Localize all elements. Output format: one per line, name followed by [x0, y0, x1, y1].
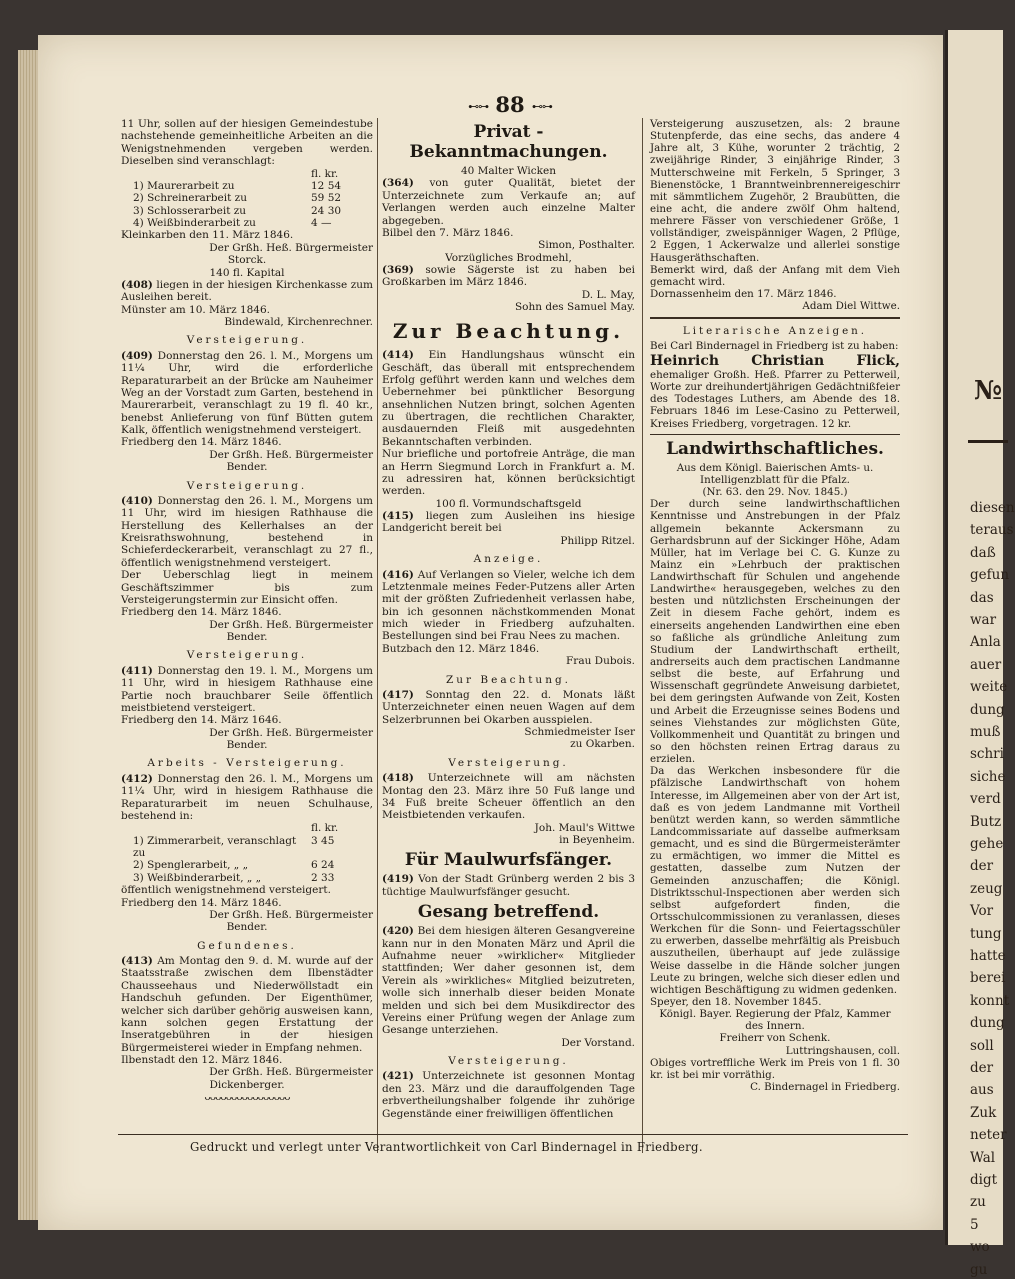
book-description: ehemaliger Großh. Heß. Pfarrer zu Petterweil, Worte zur dreihundertjährigen Gedächtnißfeier des Todestages Luthers, am Abende des 18. Februars 1846 im Lese-Casino zu Petterweil, Kreises Friedberg, vorgetragen. 12 kr.: [650, 369, 900, 430]
notice-paragraph: [121, 773, 373, 823]
row-label: 2) Schreinerarbeit zu: [133, 192, 247, 205]
row-value: fl. kr.: [311, 167, 339, 180]
facing-page-word: das: [970, 589, 994, 606]
row-value: 6 24: [311, 859, 335, 872]
facing-page-word: hatte: [970, 948, 1006, 964]
notice-text: Donnerstag den 26. l. M., Morgens um 11¼ Uhr, wird in hiesigem Rathhause die Reparaturarbeit im neuen Schulhause, bestehend in:: [121, 772, 373, 822]
signature-line: Adam Diel Wittwe.: [802, 300, 900, 313]
table-row: [121, 180, 373, 192]
facing-page-word: muß: [970, 724, 1001, 740]
notice-text: Donnerstag den 19. l. M., Morgens um 11 Uhr, wird in hiesigem Rathhause eine Partie noch brauchbarer Seile öffentlich meistbietend versteigert.: [121, 664, 373, 714]
text-paragraph: Butzbach den 12. März 1846.: [382, 642, 540, 655]
facing-page-word: berei: [970, 970, 1006, 987]
facing-page-word: zu: [970, 1194, 986, 1211]
notice-text: sowie Sägerste ist zu haben bei Großkarben im März 1846.: [382, 264, 635, 289]
centered-line: Dickenberger.: [209, 1078, 285, 1091]
notice-number: (419): [382, 873, 414, 886]
facing-page-word: Wal: [970, 1149, 996, 1166]
section-heading: Versteigerung.: [186, 334, 308, 347]
row-value: 12 54: [311, 179, 342, 192]
section-heading: Gefundenes.: [197, 939, 297, 952]
section-heading: Versteigerung.: [186, 649, 308, 662]
rule-divider: [650, 434, 900, 435]
facing-page-word: Vor: [970, 903, 994, 920]
centered-line: 100 fl. Vormundschaftsgeld: [435, 497, 582, 510]
page-edge-stack: [18, 50, 40, 1220]
notice-number: (364): [382, 177, 414, 190]
notice-number: (411): [121, 664, 153, 677]
notice-number: (369): [382, 264, 414, 277]
facing-page-fragment: [945, 30, 1015, 1278]
table-row: [121, 205, 373, 217]
notice-text: Von der Stadt Grünberg werden 2 bis 3 tüchtige Maulwurfsfänger gesucht.: [382, 873, 635, 898]
table-row: [121, 835, 373, 860]
facing-page-word: gefun: [970, 567, 1010, 584]
facing-page-word: der: [970, 858, 994, 875]
table-row: [121, 217, 373, 229]
signature-line: Sohn des Samuel May.: [514, 301, 635, 314]
notice-number: (415): [382, 510, 414, 523]
notice-number: (416): [382, 568, 414, 581]
text-paragraph: Friedberg den 14. März 1846.: [121, 606, 282, 619]
notice-number: (421): [382, 1070, 414, 1083]
text-paragraph: Der durch seine landwirthschaftlichen Kenntnisse und Anstrebungen in der Pfalz allgemein bekannte Ackersmann zu Gerhardsbrunn auf der Sickinger Höhe, Adam Müller, hat im Verlage bei C. G. Kunze zu Mainz ein »Lehrbuch der praktischen Landwirthschaft für Schulen und angehende Landwirthe« herausgegeben, welches zu den besten und nützlichsten Erscheinungen der Zeit in diesem Fache gehört, indem es einerseits angehenden Landwirthen eine eben so faßliche als gründliche Anleitung zum Studium der Landwirthschaft ertheilt, andrerseits auch dem practischen Landmanne selbst die beste, auf Erfahrung und Wissenschaft gegründete Anweisung darbietet, bei dem geringsten Aufwande von Zeit, Kosten und Arbeit die Erzeugnisse seines Bodens und seines Viehstandes zur möglichsten Güte, Vollkommenheit und Quantität zu bringen und so den höchsten reinen Ertrag daraus zu erzielen.: [650, 498, 900, 766]
row-value: 4 —: [311, 217, 332, 229]
notice-text: Donnerstag den 26. l. M., Morgens um 11¼ Uhr, wird die erforderliche Reparaturarbeit an der Brücke am Nauheimer Weg an der Vorstadt zum Garten, bestehend in Maurerarbeit, veranschlagt zu 19 fl. 40 kr., benebst Anlieferung von fünf Bütten gutem Kalk, öffentlich wenigstnehmend versteigert.: [121, 349, 373, 436]
notice-paragraph: [121, 350, 373, 437]
row-label: 2) Spenglerarbeit, „ „: [133, 859, 249, 872]
signature-line: zu Okarben.: [570, 738, 635, 751]
table-row: [121, 859, 373, 871]
section-heading: Anzeige.: [473, 553, 544, 566]
notice-paragraph: [382, 349, 635, 448]
text-paragraph: Ilbenstadt den 12. März 1846.: [121, 1054, 283, 1066]
section-title: Gesang betreffend.: [417, 902, 600, 923]
notice-paragraph: [121, 495, 373, 569]
table-row: [121, 168, 373, 180]
section-title-large: Zur Beachtung.: [392, 318, 625, 343]
facing-page-word: soll: [970, 1037, 994, 1054]
notice-text: Ein Handlungshaus wünscht ein Geschäft, das überall mit entsprechendem Erfolg geführt werden kann und welches dem Uebernehmer bei pünktlicher Besorgung ansehnlichen Nutzen bringt, solchen Agenten zu übertragen, die rechtlichen Charakter, ausdauernden Fleiß mit ausgedehnten Bekanntschaften verbinden.: [382, 349, 635, 448]
row-label: 3) Weißbinderarbeit, „ „: [133, 871, 262, 884]
notice-paragraph: [121, 955, 373, 1054]
notice-number: (418): [382, 772, 414, 785]
facing-page-word: 5: [970, 1216, 979, 1233]
row-label: 1) Maurerarbeit zu: [133, 179, 235, 192]
signature-line: Luttringshausen, coll.: [785, 1044, 900, 1057]
page-number: ⊷⊶ 88 ⊷⊶: [468, 92, 552, 117]
row-value: 3 45: [311, 834, 335, 847]
notice-text: liegen in der hiesigen Kirchenkasse zum Ausleihen bereit.: [121, 278, 373, 304]
table-row: [121, 872, 373, 884]
centered-line: Storck.: [227, 254, 267, 267]
row-value: 2 33: [311, 871, 335, 884]
centered-line: Bender.: [226, 461, 268, 474]
notice-paragraph: [382, 264, 635, 289]
signature-line: Der Grßh. Heß. Bürgermeister: [209, 448, 373, 461]
book-advert: [650, 353, 900, 430]
table-row: [121, 822, 373, 834]
section-heading: Literarische Anzeigen.: [682, 325, 868, 338]
text-paragraph: öffentlich wenigstnehmend versteigert.: [121, 884, 331, 897]
notice-paragraph: [382, 1070, 635, 1120]
notice-text: Auf Verlangen so Vieler, welche ich dem Letztenmale meines Feder-Putzens aller Arten mit der größten Zufriedenheit verlassen habe, bin ich gesonnen nächstkommenden Monat mich wieder in Friedberg aufzuhalten. Bestellungen sind bei Frau Nees zu machen.: [382, 568, 635, 643]
ornament-left-icon: ⊷⊶: [468, 100, 489, 113]
facing-page-word: weite: [970, 679, 1008, 696]
text-paragraph: Versteigerung auszusetzen, als: 2 braune Stutenpferde, das eine sechs, das andere 4 Jahre alt, 3 Kühe, worunter 2 trächtig, 2 zweijährige Rinder, 3 einjährige Rinder, 3 Mutterschweine mit Ferkeln, 5 Springer, 3 Bienenstöcke, 1 Branntweinbrennereigeschirr mit sämmtlichem Zugehör, 2 Braubütten, die eine acht, die andere zwölf Ohm haltend, mehrere Fässer von verschiedener Größe, 1 vollständiger, zweispänniger Wagen, 2 Pflüge, 2 Eggen, 1 Ackerwalze und allerlei sonstige Hausgeräthschaften.: [650, 118, 900, 264]
facing-page-heading: №: [974, 376, 1007, 406]
text-paragraph: Friedberg den 14. März 1846.: [121, 436, 282, 449]
signature-line: C. Bindernagel in Friedberg.: [750, 1080, 900, 1093]
text-paragraph: 11 Uhr, sollen auf der hiesigen Gemeindestube nachstehende gemeinheitliche Arbeiten an die Wenigstnehmenden vergeben werden. Dieselben sind veranschlagt:: [121, 118, 373, 168]
notice-text: Unterzeichnete will am nächsten Montag den 23. März ihre 50 Fuß lange und 34 Fuß breite Scheuer öffentlich an den Meistbietenden verkaufen.: [382, 772, 635, 822]
facing-page-word: siche: [970, 768, 1006, 785]
facing-page-word: digt: [970, 1172, 998, 1188]
row-label: [121, 168, 311, 180]
notice-paragraph: [382, 772, 635, 822]
text-paragraph: Bemerkt wird, daß der Anfang mit dem Vieh gemacht wird.: [650, 263, 900, 288]
table-row: [121, 192, 373, 204]
signature-line: Joh. Maul's Wittwe: [534, 821, 635, 834]
signature-line: in Beyenheim.: [559, 834, 635, 847]
text-paragraph: Dornassenheim den 17. März 1846.: [650, 287, 837, 300]
facing-page-word: neter: [970, 1127, 1007, 1144]
wavy-divider: ᴗᴗᴗᴗᴗᴗᴗᴗᴗᴗᴗᴗᴗᴗᴗᴗ: [204, 1091, 290, 1104]
signature-line: Der Grßh. Heß. Bürgermeister: [209, 618, 373, 631]
signature-line: Philipp Ritzel.: [560, 534, 635, 547]
text-paragraph: Münster am 10. März 1846.: [121, 303, 271, 316]
facing-page-word: Zuk: [970, 1104, 997, 1121]
facing-page-rule: [968, 440, 1008, 443]
section-heading: Versteigerung.: [448, 1055, 569, 1068]
facing-page-word: dung: [970, 701, 1005, 718]
text-paragraph: Da das Werkchen insbesondere für die pfälzische Landwirthschaft von hohem Interesse, im Allgemeinen aber von der Art ist, daß es von jedem Landmanne mit Vortheil benützt werden kann, so werden sämmtliche Landcommissariate auf dasselbe aufmerksam gemacht, und es sind die Bürgermeisterämter zu ermächtigen, wo immer die Mittel es gestatten, dasselbe zum Nutzen der Gemeinden anzuschaffen; die Königl. Distriktsschul-Inspectionen aber werden sich selbst aufgefordert finden, die Ortsschulcommissionen zu veranlassen, dieses Werkchen für die Sonn- und Feiertagsschüler zu erwerben, dasselbe mehrfältig als Preisbuch auszutheilen, überhaupt auf jede zulässige Weise dasselbe in die Hände solcher jungen Leute zu bringen, welche sich dieser edlen und wichtigen Beschäftigung zu widmen gedenken.: [650, 765, 900, 996]
signature-line: Der Grßh. Heß. Bürgermeister: [209, 1066, 373, 1079]
row-value: 59 52: [311, 192, 342, 205]
text-paragraph: Friedberg den 14. März 1646.: [121, 714, 282, 727]
signature-line: Der Grßh. Heß. Bürgermeister: [209, 241, 373, 254]
text-paragraph: Speyer, den 18. November 1845.: [650, 995, 822, 1008]
notice-paragraph: [382, 925, 635, 1036]
centered-line: Königl. Bayer. Regierung der Pfalz, Kammer des Innern.: [659, 1008, 891, 1033]
facing-page-word: diesen: [970, 500, 1015, 516]
facing-page-word: wo: [970, 1239, 990, 1256]
row-value: 24 30: [311, 204, 342, 217]
notice-number: (413): [121, 955, 153, 967]
section-heading: Versteigerung.: [448, 756, 569, 769]
row-label: 1) Zimmerarbeit, veranschlagt zu: [133, 834, 297, 859]
notice-number: (410): [121, 494, 153, 507]
signature-line: Bindewald, Kirchenrechner.: [224, 316, 373, 328]
column-3: [650, 118, 900, 1093]
signature-line: Schmiedmeister Iser: [524, 726, 635, 739]
column-1: [121, 118, 373, 1104]
signature-line: Der Grßh. Heß. Bürgermeister: [209, 726, 373, 739]
text-paragraph: Der Ueberschlag liegt in meinem Geschäftszimmer bis zum Versteigerungstermin zur Einsicht offen.: [121, 569, 373, 606]
facing-page-word: daß: [970, 544, 996, 561]
notice-text: von guter Qualität, bietet der Unterzeichnete zum Verkaufe an; auf Verlangen werden auch einzelne Malter abgegeben.: [382, 177, 635, 227]
facing-page-word: war: [970, 612, 997, 628]
facing-page-word: tung: [970, 925, 1002, 942]
notice-number: (409): [121, 349, 153, 362]
notice-paragraph: [382, 873, 635, 898]
notice-number: (408): [121, 278, 153, 291]
section-heading: Versteigerung.: [186, 479, 308, 492]
facing-page-word: gehe: [970, 836, 1004, 852]
row-value: fl. kr.: [311, 822, 339, 835]
section-title: Privat - Bekanntmachungen.: [409, 122, 608, 163]
signature-line: Simon, Posthalter.: [538, 239, 635, 252]
notice-paragraph: [382, 689, 635, 726]
rule-divider: [650, 317, 900, 319]
signature-line: D. L. May,: [581, 288, 635, 301]
notice-text: Sonntag den 22. d. Monats läßt Unterzeichneter einen neuen Wagen auf dem Selzerbrunnen bei Okarben ausspielen.: [382, 688, 635, 726]
notice-paragraph: [121, 665, 373, 715]
row-label: 4) Weißbinderarbeit zu: [133, 217, 256, 229]
imprint-footer: Gedruckt und verlegt unter Verantwortlichkeit von Carl Bindernagel in Friedberg.: [190, 1140, 703, 1154]
text-paragraph: Bei Carl Bindernagel in Friedberg ist zu haben:: [650, 340, 899, 353]
notice-paragraph: [121, 279, 373, 304]
footer-rule: [118, 1134, 908, 1135]
column-divider: [642, 118, 643, 1153]
centered-line: 40 Malter Wicken: [460, 165, 557, 178]
facing-page-word: Anla: [970, 634, 1001, 651]
section-heading: Arbeits - Versteigerung.: [147, 757, 347, 770]
centered-line: Bender.: [226, 921, 268, 934]
notice-text: liegen zum Ausleihen ins hiesige Landgericht bereit bei: [382, 510, 635, 535]
signature-line: Der Grßh. Heß. Bürgermeister: [209, 908, 373, 921]
notice-text: Bei dem hiesigen älteren Gesangvereine kann nur in den Monaten März und April die Aufnahme neuer »wirklicher« Mitglieder stattfinden; Wer daher gesonnen ist, dem Verein als »wirkliches« Mitglied beizutreten, wolle sich innerhalb dieser beiden Monate melden und sich bei dem Musikdirector des Vereins einer Prüfung wegen der Anlage zum Gesange unterziehen.: [382, 925, 635, 1037]
author-name: Heinrich Christian Flick,: [650, 352, 900, 369]
section-title: Landwirthschaftliches.: [666, 438, 884, 459]
text-paragraph: Kleinkarben den 11. März 1846.: [121, 229, 294, 242]
centered-line: Aus dem Königl. Baierischen Amts- u. Intelligenzblatt für die Pfalz.: [676, 461, 874, 486]
facing-page-word: zeug: [970, 880, 1003, 897]
facing-page-word: verd: [970, 791, 1001, 808]
notice-paragraph: [382, 569, 635, 643]
centered-line: Bender.: [226, 631, 268, 643]
facing-page-word: teraus: [970, 522, 1014, 539]
text-paragraph: Nur briefliche und portofreie Anträge, die man an Herrn Siegmund Lorch in Frankfurt a. M. zu adressiren hat, können berücksichtigt werden.: [382, 448, 635, 498]
facing-page-word: auer: [970, 656, 1002, 673]
notice-text: Donnerstag den 26. l. M., Morgens um 11 Uhr, wird im hiesigen Rathhause die Herstellung des Kellerhalses an der Kreisrathswohnung, bestehend in Schieferdeckerarbeit, veranschlagt zu 27 fl., öffentlich wenigstnehmend versteigert.: [121, 494, 373, 569]
signature-line: Frau Dubois.: [566, 655, 635, 668]
facing-page-word: der: [970, 1060, 994, 1076]
centered-line: (Nr. 63. den 29. Nov. 1845.): [702, 486, 848, 499]
centered-line: Bender.: [226, 739, 268, 751]
text-paragraph: Bilbel den 7. März 1846.: [382, 226, 514, 239]
row-label: [121, 822, 311, 834]
text-paragraph: Friedberg den 14. März 1846.: [121, 896, 282, 909]
notice-number: (417): [382, 688, 414, 701]
section-heading: Zur Beachtung.: [445, 673, 572, 686]
notice-number: (414): [382, 349, 414, 362]
notice-number: (412): [121, 772, 153, 785]
text-paragraph: Obiges vortreffliche Werk im Preis von 1 fl. 30 kr. ist bei mir vorräthig.: [650, 1056, 900, 1081]
column-2: [382, 118, 635, 1120]
notice-text: Am Montag den 9. d. M. wurde auf der Staatsstraße zwischen dem Ilbenstädter Chausseehaus und Niederwöllstadt ein Handschuh gefunden. Der Eigenthümer, welcher sich darüber gehörig ausweisen kann, kann solchen gegen Erstattung der Inseratgebühren in der hiesigen Bürgermeisterei wieder in Empfang nehmen.: [121, 955, 373, 1054]
facing-page-word: dung: [970, 1015, 1005, 1032]
centered-line: Vorzügliches Brodmehl,: [445, 251, 572, 264]
facing-page-word: schri: [970, 746, 1004, 763]
ornament-right-icon: ⊷⊶: [531, 100, 552, 113]
notice-paragraph: [382, 510, 635, 535]
notice-number: (420): [382, 925, 414, 938]
facing-page-word: konnt: [970, 992, 1010, 1009]
section-title: Für Maulwurfsfänger.: [404, 850, 613, 871]
facing-page-word: aus: [970, 1082, 994, 1099]
facing-page-word: Butz: [970, 813, 1002, 830]
notice-paragraph: [382, 177, 635, 227]
column-divider: [377, 118, 378, 1153]
notice-text: Unterzeichnete ist gesonnen Montag den 23. März und die darauffolgenden Tage erbvertheilungshalber folgende ihr zuhörige Gegenstände einer freiwilligen öffentlichen: [382, 1070, 635, 1120]
centered-line: Freiherr von Schenk.: [719, 1032, 831, 1045]
centered-line: 140 fl. Kapital: [209, 266, 285, 279]
signature-line: Der Vorstand.: [561, 1036, 635, 1049]
row-label: 3) Schlosserarbeit zu: [133, 204, 247, 217]
facing-page-word: gu: [970, 1261, 988, 1278]
